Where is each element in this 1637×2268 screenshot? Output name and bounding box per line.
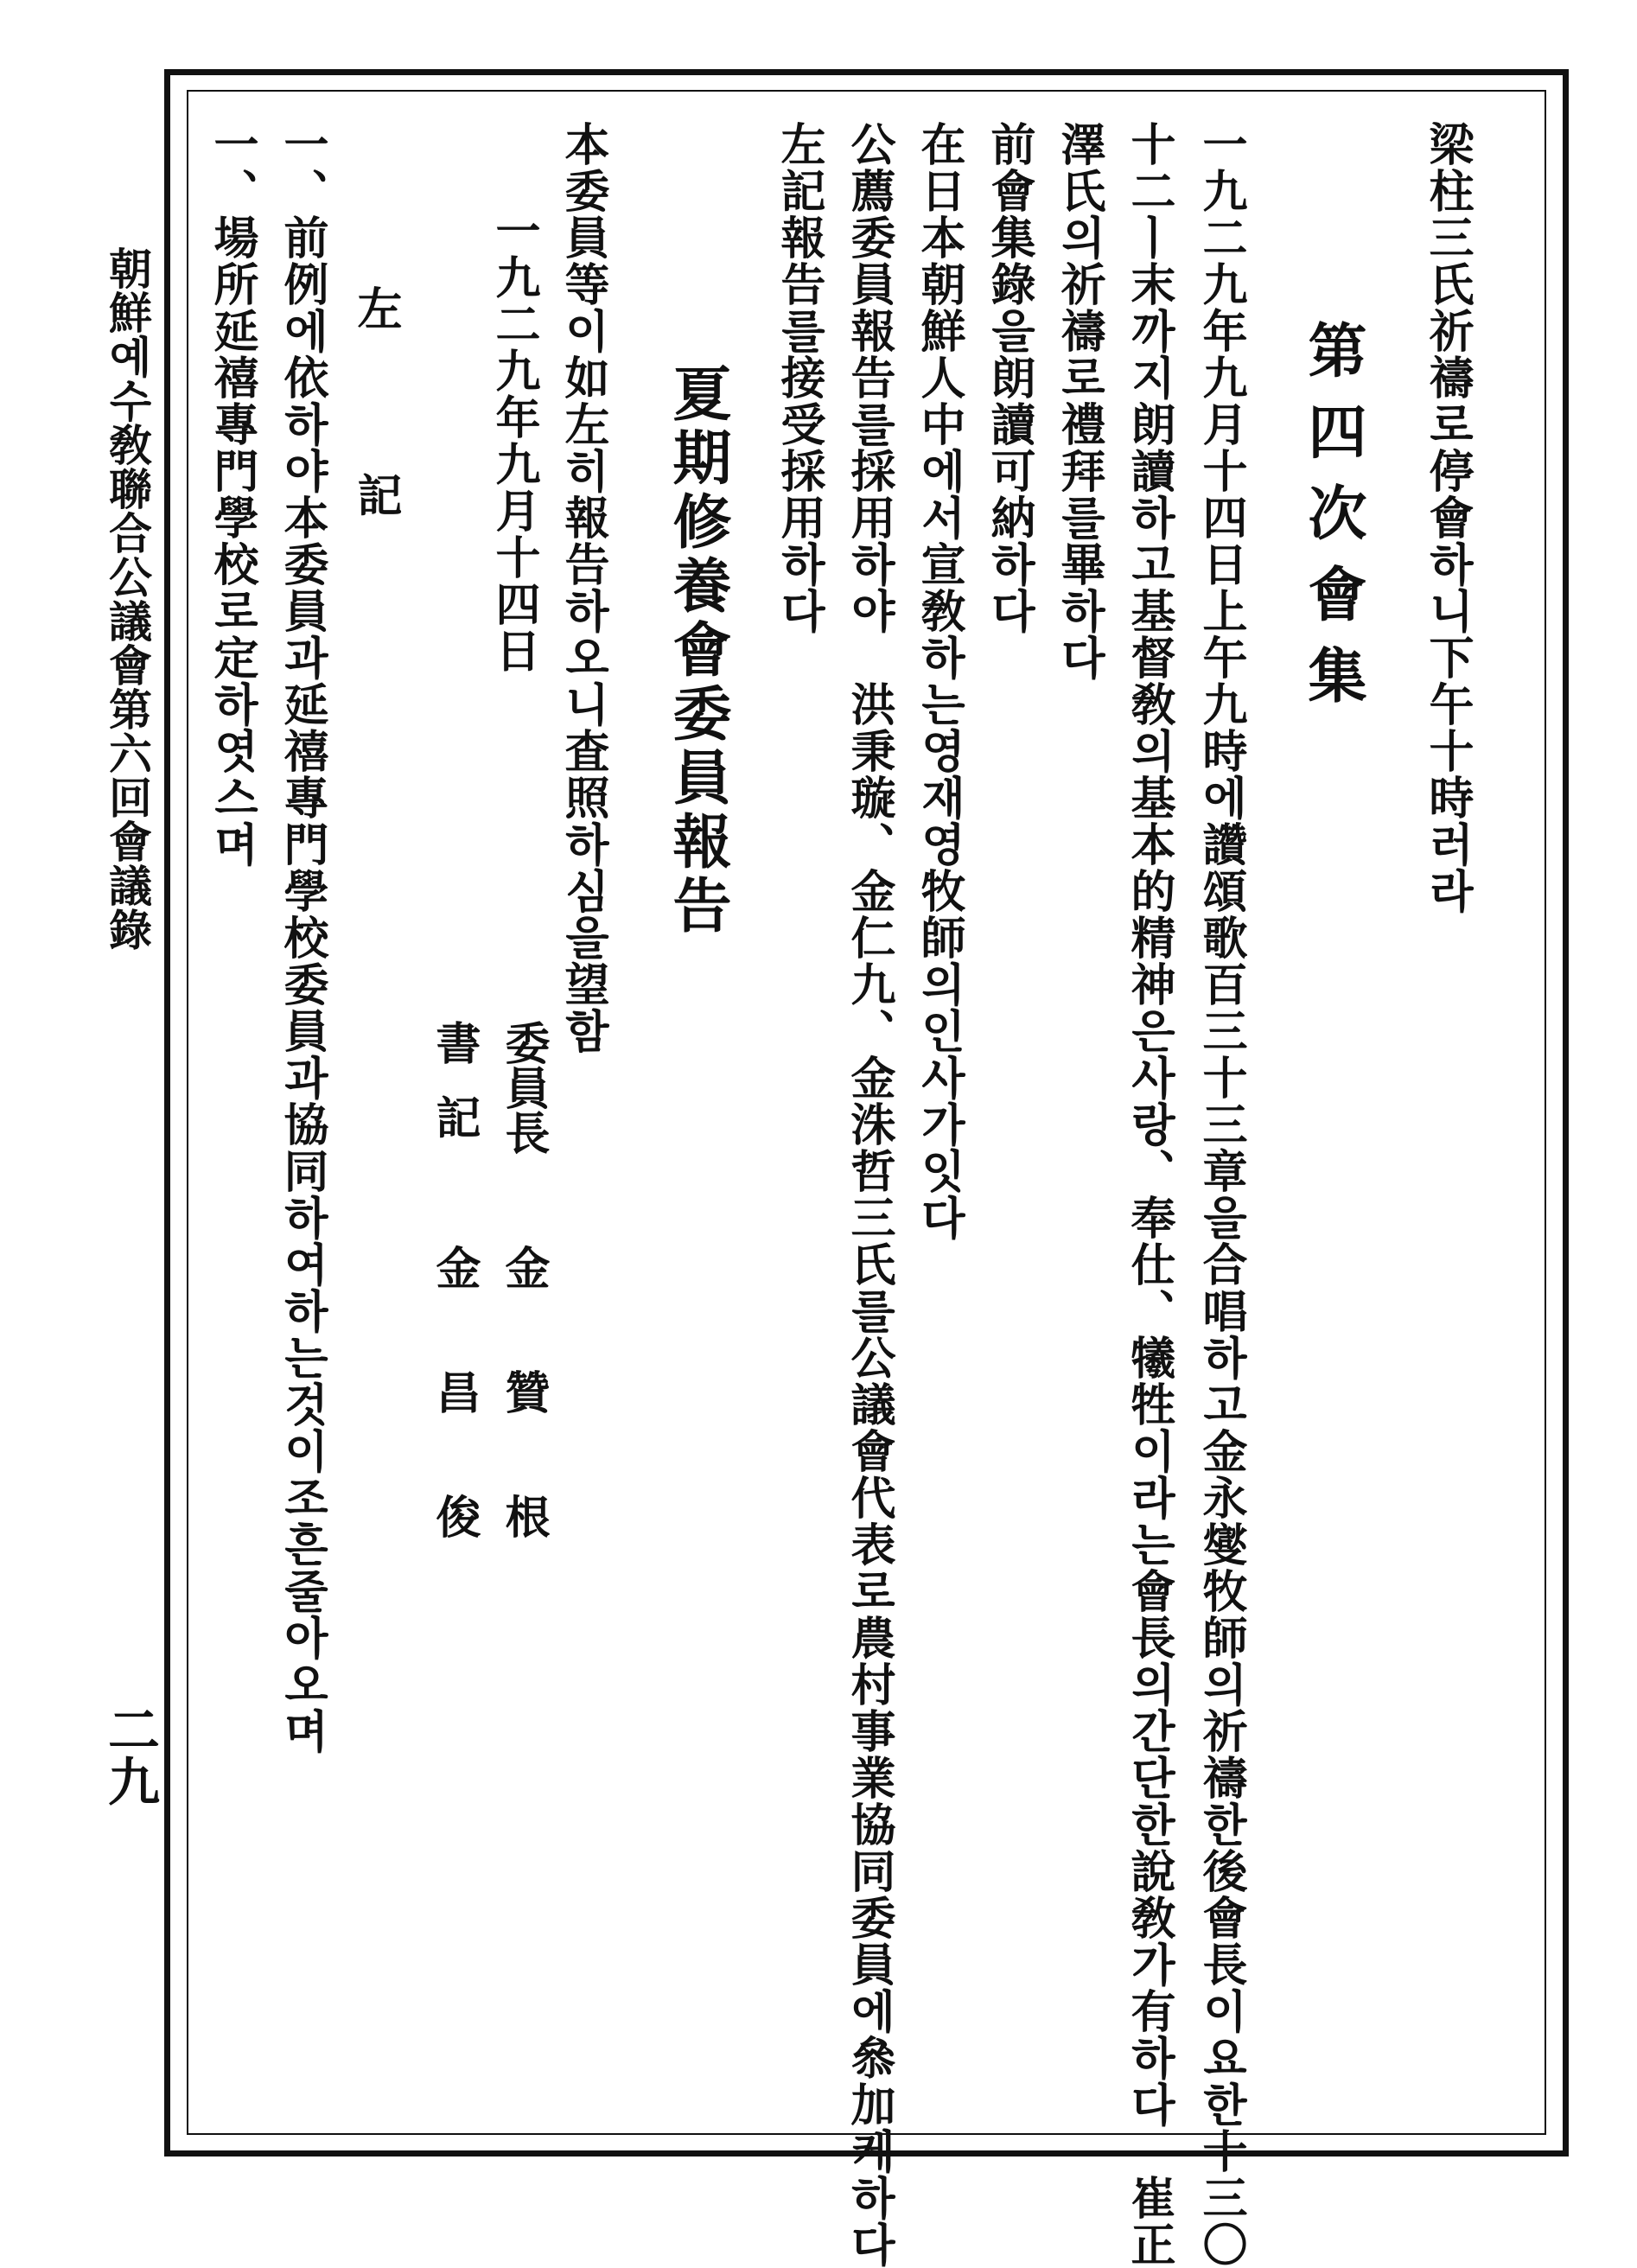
- chair-name: 金 贊 根: [497, 1245, 550, 1556]
- text-column-6: 在日本朝鮮人中에서宣敎하는영재영牧師의인사가잇다: [913, 121, 965, 1241]
- clerk-name: 金 昌 俊: [428, 1245, 481, 1556]
- page-number: 二九: [99, 1703, 160, 1806]
- left-record-heading: 左 記: [349, 285, 402, 534]
- text-column-8: 左記報告를接受採用하다: [773, 121, 825, 634]
- record-item-1: 一、前例에依하야本委員과延禧專門學校委員과協同하여하는것이조흔줄아오며: [276, 121, 328, 1755]
- report-intro: 本委員等이如左히報告하오니査照하심을望함: [557, 121, 609, 1054]
- text-column-1: 梁柱三氏祈禱로停會하니下午十時러라: [1421, 121, 1474, 914]
- report-date: 一九二九年九月十四日: [487, 207, 540, 674]
- report-heading: 夏期修養會委員報告: [663, 363, 732, 939]
- record-item-2: 一、場所延禧專門學校로定하엿스며: [206, 121, 258, 868]
- text-column-7: 公薦委員報告를採用하야 洪秉璇、金仁九、金洙哲三氏를公議會代表로農村事業協同委員에叅加케하다: [843, 121, 895, 2268]
- text-column-2: 一九二九年九月十四日上午九時에讚頌歌百三十三章을合唱하고金永燮牧師의祈禱한後會長이요한十三〇: [1194, 121, 1247, 2268]
- session-heading: 第四次會集: [1298, 320, 1367, 726]
- running-title: 朝鮮예수敎聯合公議會第六回會議錄: [102, 246, 153, 952]
- text-column-5: 前會集錄을朗讀可納하다: [983, 121, 1035, 634]
- text-column-3: 十二ㅣ末까지朗讀하고基督敎의基本的精神은사랑、奉仕、犧牲이라는會長의간단한說敎가有하다 崔正: [1123, 121, 1175, 2268]
- clerk-title: 書記: [428, 1020, 481, 1169]
- chair-title: 委員長: [497, 1020, 550, 1155]
- text-column-4: 澤氏의祈禱로禮拜를畢하다: [1053, 121, 1105, 681]
